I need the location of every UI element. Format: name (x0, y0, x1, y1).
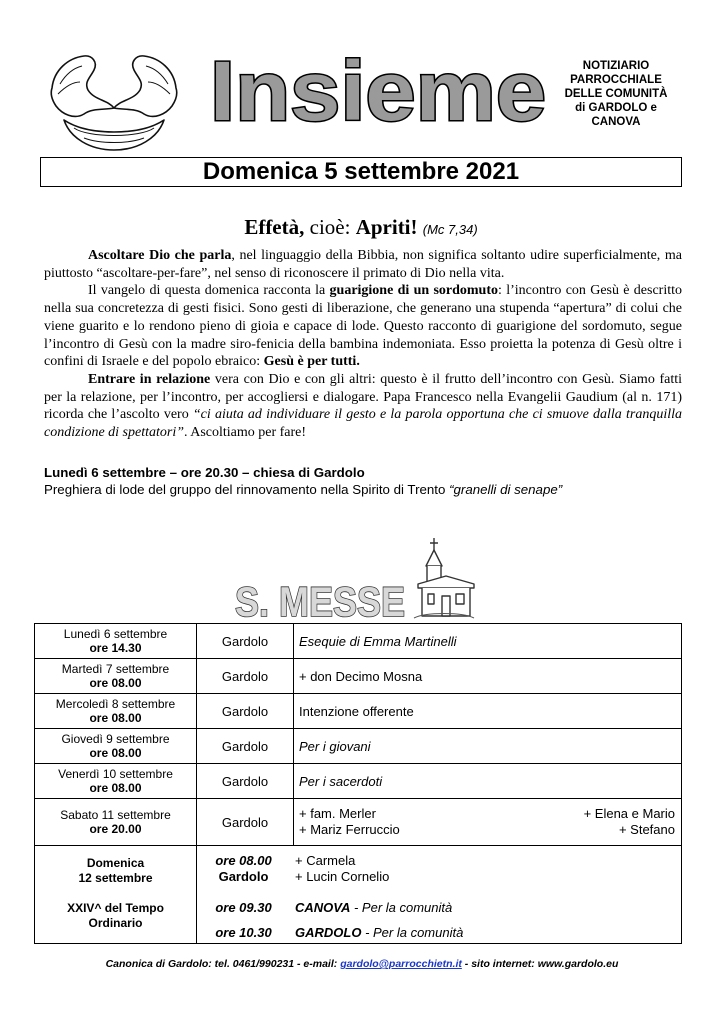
date-banner: Domenica 5 settembre 2021 (40, 157, 682, 187)
mass-place: Gardolo (197, 624, 294, 659)
intention: + Elena e Mario (583, 806, 675, 821)
slot-time-cell (197, 900, 290, 916)
masses-table (34, 623, 682, 944)
mass-day: Giovedì 9 settembre (61, 732, 170, 746)
slot-time-cell (197, 853, 290, 885)
mass-intention-cell (294, 729, 682, 764)
sunday-row (35, 846, 682, 944)
event-notice (44, 464, 684, 498)
intention: + don Decimo Mosna (299, 668, 423, 684)
notice-line: NOTIZIARIO (582, 60, 650, 72)
masses-heading (230, 572, 410, 625)
intention: + Carmela (295, 853, 356, 868)
event-group-name: “granelli di senape” (449, 482, 563, 497)
mass-place: Gardolo (197, 729, 294, 764)
mass-day-cell (35, 764, 197, 799)
article-text: : l’incontro con Gesù è descritto nella sua concretezza di gesti fisici. Sono gesti di liberazione, che generano una stupenda “apertura” di colui che viene guarito e lo rendono pieno di gioia e capace di lode. Questo racconto di guarigione del sordomuto, segue l’incontro di Gesù con la madre siro-fenicia della bambina indemoniata. Esso proietta la potenza di Gesù oltre i confini di Israele e del popolo ebraico: (44, 283, 682, 370)
notice-line: DELLE COMUNITÀ (564, 88, 668, 100)
scripture-reference: (Mc 7,34) (422, 222, 478, 237)
article-title (40, 214, 682, 243)
article-title-word: Apriti! (355, 215, 418, 239)
mass-place: Gardolo (197, 694, 294, 729)
mass-time: ore 20.00 (89, 822, 142, 836)
slot-time: ore 08.00 (215, 853, 272, 868)
article-paragraph (44, 282, 682, 371)
article-emphasis: Ascoltare Dio che parla (88, 248, 232, 263)
mass-place: Gardolo (197, 659, 294, 694)
article-paragraph (44, 371, 682, 442)
mass-time: ore 08.00 (89, 746, 142, 760)
article-title-connector: cioè: (304, 215, 356, 239)
intention: Per i giovani (299, 738, 371, 754)
article-text: . Ascoltiamo per fare! (184, 425, 307, 441)
slot-time: ore 10.30 (215, 925, 272, 940)
article-title-word: Effetà, (244, 215, 305, 239)
notice-line: PARROCCHIALE (570, 74, 662, 86)
mass-time: ore 08.00 (89, 676, 142, 690)
masthead-title (208, 44, 548, 138)
chapel-icon (412, 536, 476, 620)
slot-location: GARDOLO (295, 925, 362, 940)
mass-day-cell (35, 659, 197, 694)
mass-row (35, 659, 682, 694)
sunday-slots-cell (197, 846, 682, 944)
mass-place: Gardolo (197, 764, 294, 799)
slot-intention: - Per la comunità (361, 925, 464, 940)
intention: + Stefano (618, 822, 675, 837)
sunday-liturgy: XXIV^ del Tempo (67, 901, 164, 915)
slot-intentions (290, 853, 389, 885)
article-emphasis: guarigione di un sordomuto (329, 283, 499, 299)
sunday-day-cell (35, 846, 197, 944)
mass-row (35, 729, 682, 764)
sunday-slot (197, 923, 681, 943)
article-paragraph (44, 247, 682, 282)
mass-intention-cell (294, 799, 682, 846)
mass-time: ore 08.00 (89, 711, 142, 725)
intention: + fam. Merler (299, 806, 376, 821)
mass-intention-cell (294, 659, 682, 694)
notice-line: di GARDOLO e (575, 102, 657, 114)
intention: + Lucin Cornelio (295, 869, 390, 884)
event-description (44, 481, 684, 498)
intention-line (299, 806, 681, 822)
masthead-title-text: Insieme (210, 44, 546, 138)
footer-phone: Canonica di Gardolo: tel. 0461/990231 - e-mail: (105, 958, 341, 970)
article-text: , nel linguaggio della Bibbia, non significa soltanto udire superficialmente, ma piuttosto “ascoltare-per-fare”, nel senso di riconoscere il primato di Dio nella vita. (44, 248, 682, 281)
mass-day: Mercoledì 8 settembre (55, 697, 176, 711)
sunday-slot (197, 892, 681, 923)
mass-intention-cell (294, 694, 682, 729)
slot-intentions (290, 900, 452, 916)
mass-intention-cell (294, 624, 682, 659)
mass-intention-cell (294, 764, 682, 799)
mass-day-cell (35, 624, 197, 659)
slot-time-cell (197, 925, 290, 941)
sunday-slot (197, 846, 681, 892)
event-text: Preghiera di lode del gruppo del rinnovamento nella Spirito di Trento (44, 482, 450, 497)
mass-time: ore 08.00 (89, 781, 142, 795)
article-emphasis: Entrare in relazione (88, 371, 211, 387)
slot-intention: - Per la comunità (350, 899, 453, 915)
sunday-date: 12 settembre (78, 871, 153, 885)
mass-day: Venerdì 10 settembre (58, 767, 173, 781)
mass-place: Gardolo (197, 799, 294, 846)
sunday-liturgy: Ordinario (88, 916, 143, 930)
mass-row (35, 764, 682, 799)
mass-day-cell (35, 729, 197, 764)
footer-contacts (40, 958, 684, 970)
intention: Per i sacerdoti (299, 773, 383, 789)
intention-line (299, 822, 681, 838)
article-emphasis: Gesù è per tutti. (263, 354, 360, 370)
sunday-date: Domenica (86, 856, 145, 870)
hands-logo-icon (44, 48, 184, 158)
mass-day: Sabato 11 settembre (60, 808, 171, 822)
slot-intentions (290, 925, 463, 941)
mass-row (35, 694, 682, 729)
mass-row (35, 624, 682, 659)
mass-time: ore 14.30 (89, 641, 142, 655)
masthead-notice (556, 59, 676, 129)
mass-row (35, 799, 682, 846)
article-body (44, 247, 682, 442)
intention: Esequie di Emma Martinelli (299, 633, 457, 649)
footer-website: - sito internet: www.gardolo.eu (461, 958, 619, 970)
intention: + Mariz Ferruccio (299, 822, 400, 837)
intention: Intenzione offerente (299, 703, 414, 719)
mass-day: Lunedì 6 settembre (63, 627, 168, 641)
article-text: Il vangelo di questa domenica racconta la (88, 283, 330, 299)
slot-location: CANOVA (295, 899, 351, 915)
article-text: vera con Dio e con gli altri: questo è il frutto dell’incontro con Gesù. Siamo fatti per la relazione, per l’incontro, per accogliersi e dialogare. Papa Francesco nella Evangelii Gaudium (al n. 171) ricorda che l’ascolto vero (44, 371, 682, 423)
email-link[interactable]: gardolo@parrocchietn.it (340, 958, 462, 970)
mass-day-cell (35, 694, 197, 729)
notice-line: CANOVA (591, 116, 641, 128)
slot-time: ore 09.30 (215, 899, 272, 915)
article-quote: “ci aiuta ad individuare il gesto e la parola opportuna che ci smuove dalla tranquilla condizione di spettatori” (44, 407, 682, 441)
masses-heading-text: S. MESSE (235, 578, 405, 625)
mass-day-cell (35, 799, 197, 846)
event-title: Lunedì 6 settembre – ore 20.30 – chiesa di Gardolo (44, 465, 365, 480)
mass-day: Martedì 7 settembre (61, 662, 170, 676)
slot-place: Gardolo (218, 869, 269, 884)
